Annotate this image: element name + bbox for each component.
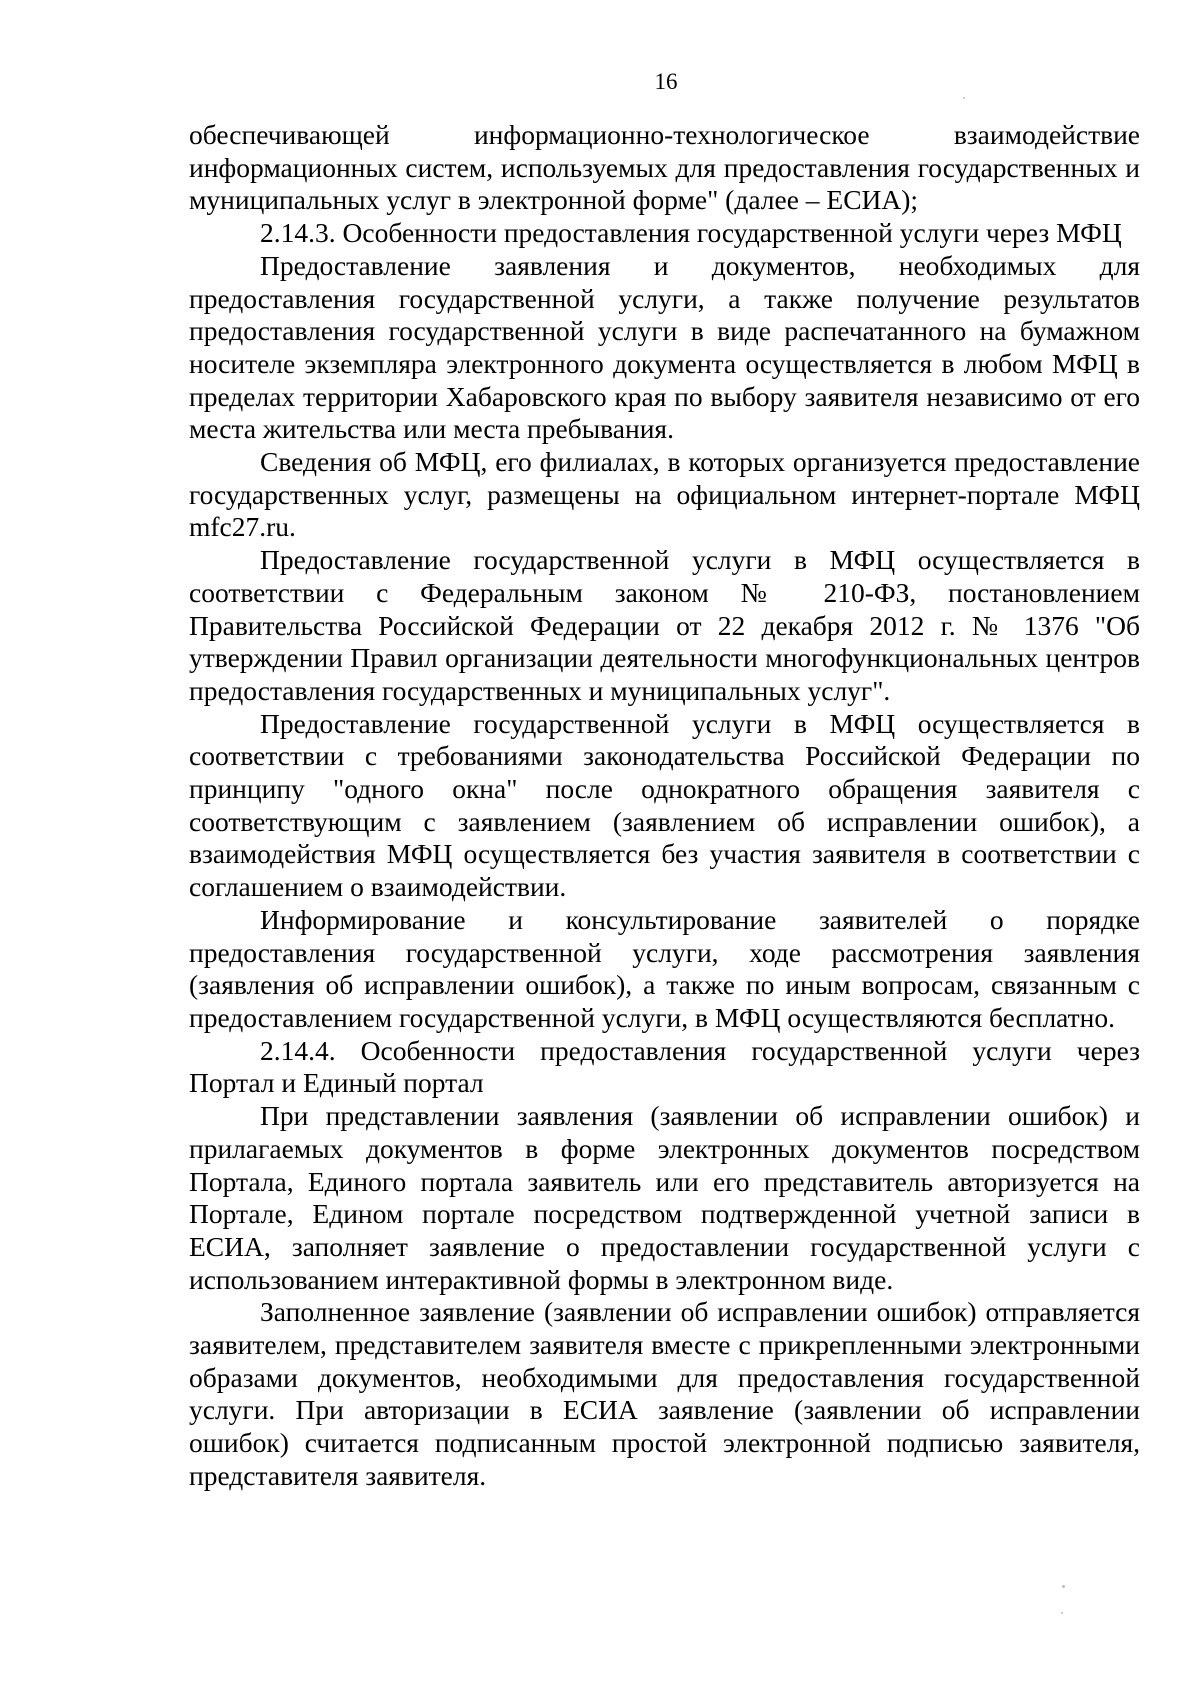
paragraph-portal-authorization: При представлении заявления (заявлении об исправлении ошибок) и прилагаемых документов в форме электронных документов посредством Портала, Единого портала заявитель или его представитель авторизуется на Портале, Едином портале посредством подтвержденной учетной записи в ЕСИА, заполняет заявление о предоставлении государственной услуги с использованием интерактивной формы в электронном виде.: [189, 1100, 1140, 1295]
section-heading-2-14-3: 2.14.3. Особенности предоставления государственной услуги через МФЦ: [260, 217, 1122, 249]
paragraph-esia-definition-continued: обеспечивающей информационно-технологическое взаимодействие информационных систем, используемых для предоставления государственных и муниципальных услуг в электронной форме" (далее – ЕСИА);: [189, 119, 1140, 216]
paragraph-one-window-principle: Предоставление государственной услуги в МФЦ осуществляется в соответствии с требованиями законодательства Российской Федерации по принципу "одного окна" после однократного обращения заявителя с соответствующим с заявлением (заявлением об исправлении ошибок), а взаимодействия МФЦ осуществляется без участия заявителя в соответствии с соглашением о взаимодействии.: [189, 707, 1140, 903]
document-body: [189, 119, 1140, 1493]
paragraph-mfc-submission: Предоставление заявления и документов, необходимых для предоставления государственной услуги, а также получение результатов предоставления государственной услуги в виде распечатанного на бумажном носителе экземпляра электронного документа осуществляется в любом МФЦ в пределах территории Хабаровского края по выбору заявителя независимо от его места жительства или места пребывания.: [189, 249, 1140, 445]
paragraph-free-consultation: Информирование и консультирование заявителей о порядке предоставления государственной услуги, ходе рассмотрения заявления (заявления об исправлении ошибок), а также по иным вопросам, связанным с предоставлением государственной услуги, в МФЦ осуществляются бесплатно.: [189, 903, 1140, 1033]
section-heading-2-14-4: 2.14.4. Особенности предоставления государственной услуги через Портал и Единый портал: [189, 1034, 1140, 1099]
page-number: 16: [654, 69, 678, 94]
scan-speck: [1062, 1585, 1065, 1588]
paragraph-mfc-branches-info: Сведения об МФЦ, его филиалах, в которых организуется предоставление государственных услуг, размещены на официальном интернет-портале МФЦ mfc27.ru.: [189, 446, 1140, 543]
scan-speck: [963, 97, 965, 99]
paragraph-federal-law-basis: Предоставление государственной услуги в МФЦ осуществляется в соответствии с Федеральным законом № 210-ФЗ, постановлением Правительства Российской Федерации от 22 декабря 2012 г. № 1376 "Об утверждении Правил организации деятельности многофункциональных центров предоставления государственных и муниципальных услуг".: [189, 544, 1140, 706]
scan-speck: [1061, 1612, 1063, 1614]
paragraph-filled-application: Заполненное заявление (заявлении об исправлении ошибок) отправляется заявителем, представителем заявителя вместе с прикрепленными электронными образами документов, необходимыми для предоставления государственной услуги. При авторизации в ЕСИА заявление (заявлении об исправлении ошибок) считается подписанным простой электронной подписью заявителя, представителя заявителя.: [189, 1296, 1140, 1491]
